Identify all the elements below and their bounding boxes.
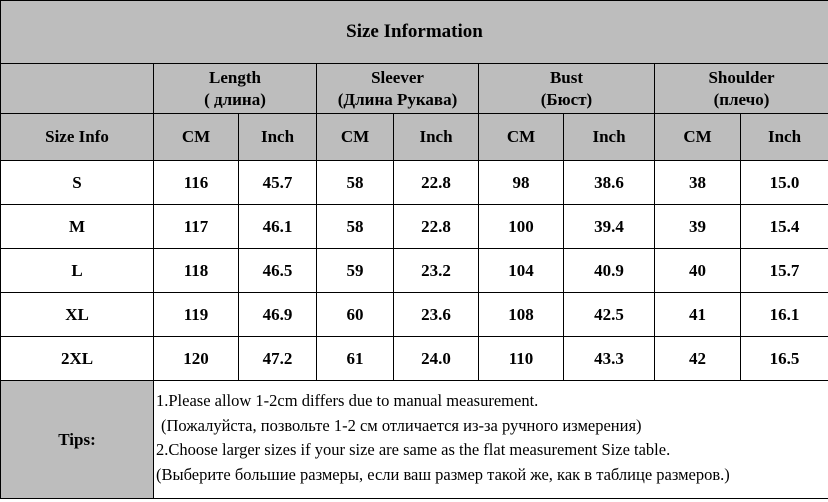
table-cell: 98 <box>479 161 564 205</box>
unit-header: CM <box>317 114 394 161</box>
group-name: Bust <box>549 67 584 87</box>
table-cell: 46.1 <box>239 205 317 249</box>
table-cell: 46.9 <box>239 293 317 337</box>
table-cell: 39 <box>655 205 741 249</box>
group-subname: (плечо) <box>713 89 770 109</box>
group-name: Sleever <box>371 67 424 87</box>
table-cell: 24.0 <box>394 337 479 381</box>
table-cell: 118 <box>154 249 239 293</box>
group-name: Length <box>209 67 261 87</box>
unit-header: Inch <box>394 114 479 161</box>
table-cell: 42.5 <box>564 293 655 337</box>
unit-header: CM <box>479 114 564 161</box>
table-cell: 100 <box>479 205 564 249</box>
table-cell: 22.8 <box>394 205 479 249</box>
table-cell: 42 <box>655 337 741 381</box>
table-cell: 119 <box>154 293 239 337</box>
table-cell: 16.1 <box>741 293 828 337</box>
table-cell: 15.7 <box>741 249 828 293</box>
table-cell: 41 <box>655 293 741 337</box>
table-cell: 104 <box>479 249 564 293</box>
table-cell: 15.4 <box>741 205 828 249</box>
group-header-bust <box>479 64 655 114</box>
table-cell: 40.9 <box>564 249 655 293</box>
table-row <box>1 249 828 293</box>
tip-line: 2.Choose larger sizes if your size are same as the flat measurement Size table. <box>156 440 671 459</box>
size-label: XL <box>1 293 154 337</box>
table-cell: 22.8 <box>394 161 479 205</box>
table-cell: 110 <box>479 337 564 381</box>
unit-header: Inch <box>239 114 317 161</box>
group-header-sleeve <box>317 64 479 114</box>
unit-header: Inch <box>741 114 828 161</box>
table-cell: 38 <box>655 161 741 205</box>
tip-line: (Выберите большие размеры, если ваш размер такой же, как в таблице размеров.) <box>156 464 730 484</box>
table-cell: 117 <box>154 205 239 249</box>
table-row <box>1 293 828 337</box>
size-label: 2XL <box>1 337 154 381</box>
group-header-length <box>154 64 317 114</box>
table-cell: 59 <box>317 249 394 293</box>
table-cell: 39.4 <box>564 205 655 249</box>
group-name: Shoulder <box>708 67 775 87</box>
table-cell: 58 <box>317 161 394 205</box>
table-cell: 16.5 <box>741 337 828 381</box>
table-cell: 47.2 <box>239 337 317 381</box>
group-subname: ( длина) <box>204 89 266 109</box>
table-cell: 60 <box>317 293 394 337</box>
table-cell: 58 <box>317 205 394 249</box>
corner-cell <box>1 64 154 114</box>
size-info-header: Size Info <box>1 114 154 161</box>
size-label: S <box>1 161 154 205</box>
table-cell: 43.3 <box>564 337 655 381</box>
table-cell: 38.6 <box>564 161 655 205</box>
table-cell: 46.5 <box>239 249 317 293</box>
unit-header: CM <box>154 114 239 161</box>
table-title: Size Information <box>1 1 828 64</box>
unit-header: Inch <box>564 114 655 161</box>
table-row <box>1 337 828 381</box>
group-subname: (Длина Рукава) <box>337 89 458 109</box>
tips-text <box>154 381 828 499</box>
tip-line: 1.Please allow 1-2cm differs due to manual measurement. <box>156 391 539 410</box>
size-label: M <box>1 205 154 249</box>
table-cell: 61 <box>317 337 394 381</box>
group-subname: (Бюст) <box>540 89 593 109</box>
group-header-shoulder <box>655 64 828 114</box>
table-cell: 108 <box>479 293 564 337</box>
table-row <box>1 161 828 205</box>
table-cell: 120 <box>154 337 239 381</box>
tip-line: (Пожалуйста, позвольте 1-2 см отличается из-за ручного измерения) <box>161 415 642 435</box>
tips-label: Tips: <box>1 381 154 499</box>
table-row <box>1 205 828 249</box>
table-cell: 45.7 <box>239 161 317 205</box>
size-label: L <box>1 249 154 293</box>
table-cell: 23.2 <box>394 249 479 293</box>
table-cell: 116 <box>154 161 239 205</box>
table-cell: 15.0 <box>741 161 828 205</box>
table-cell: 23.6 <box>394 293 479 337</box>
unit-header: CM <box>655 114 741 161</box>
table-cell: 40 <box>655 249 741 293</box>
